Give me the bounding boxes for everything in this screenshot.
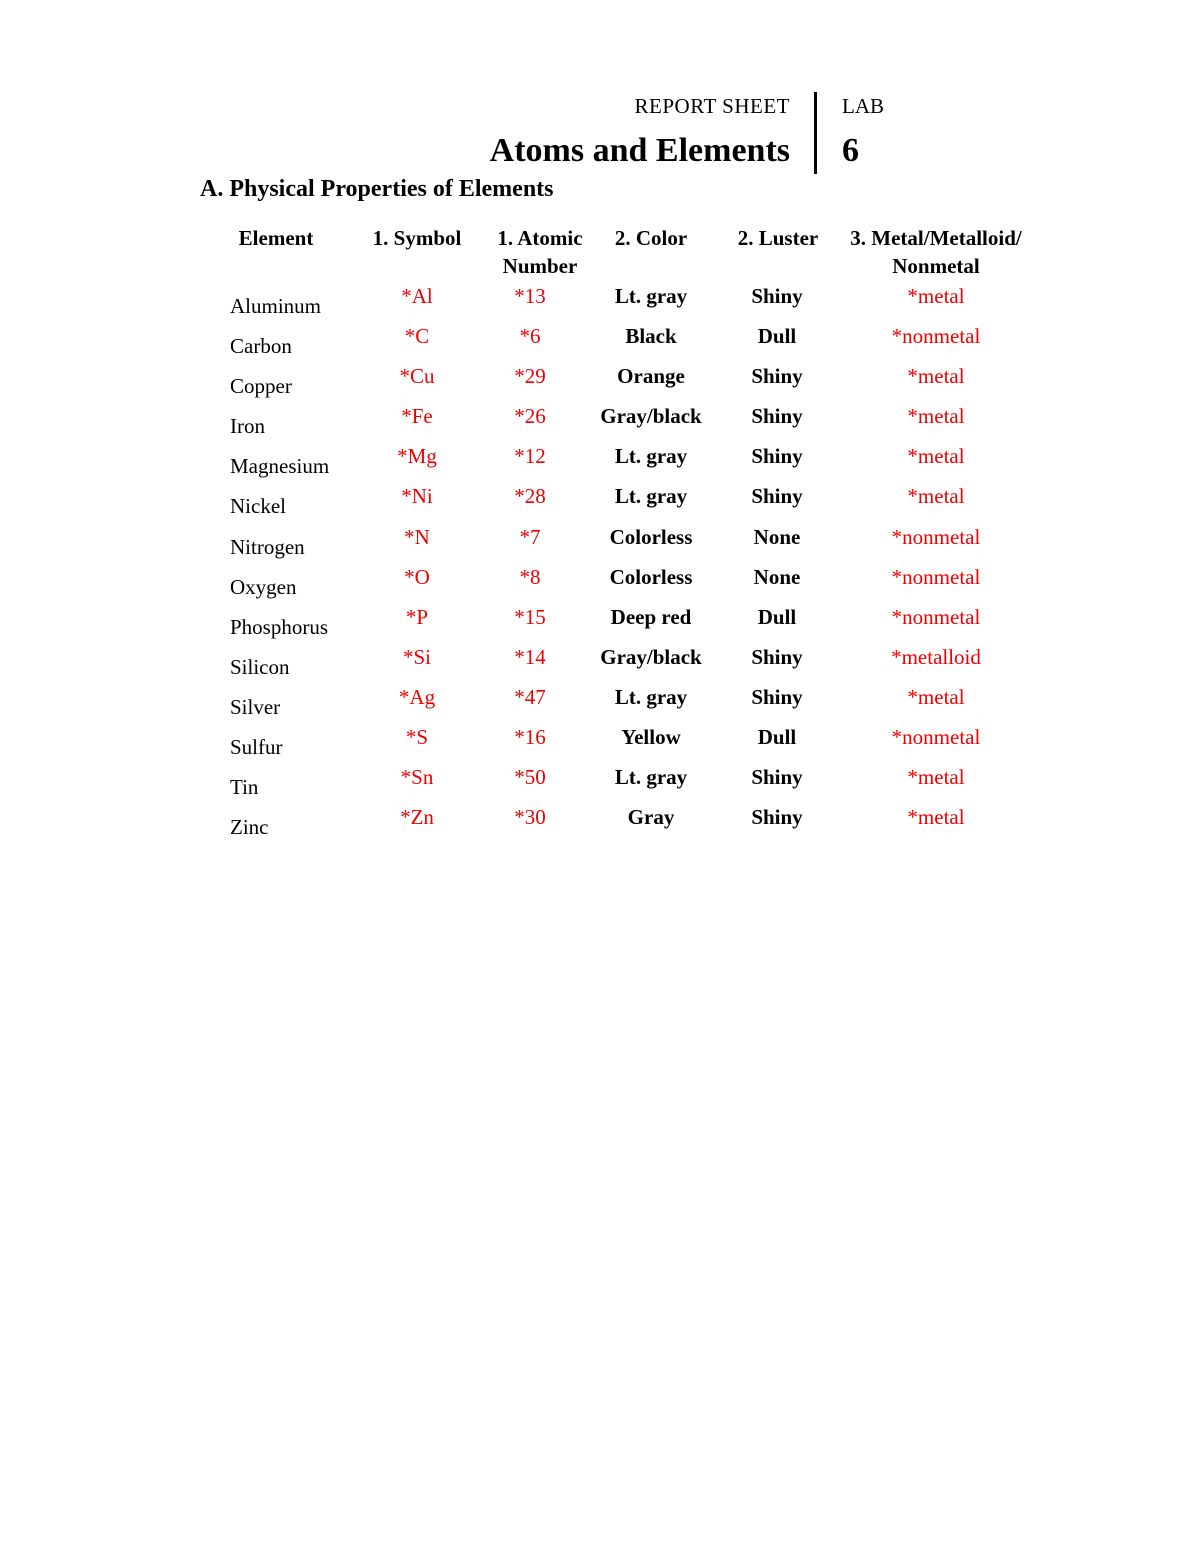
lab-label: LAB (842, 94, 884, 118)
element-name: Iron (230, 414, 265, 439)
element-color: Lt. gray (614, 444, 688, 469)
element-name: Phosphorus (230, 614, 329, 639)
atomic-number: *13 (514, 284, 546, 308)
table-row (0, 324, 1200, 364)
table-row (0, 284, 1200, 324)
element-luster: Dull (757, 324, 797, 349)
lab-number: 6 (842, 132, 859, 169)
element-classification: *metal (907, 765, 965, 790)
element-name: Zinc (230, 815, 269, 840)
atomic-number: *14 (514, 644, 546, 669)
element-luster: Dull (757, 725, 797, 750)
element-luster: Shiny (751, 684, 803, 709)
element-name: Nitrogen (230, 534, 305, 559)
atomic-number: *12 (514, 444, 546, 469)
report-sheet-label: REPORT SHEET (634, 94, 790, 118)
element-table-body (0, 284, 1200, 845)
atomic-number: *8 (519, 564, 541, 589)
element-color: Lt. gray (614, 284, 688, 308)
element-luster: Dull (757, 604, 797, 629)
element-classification: *metal (907, 484, 965, 509)
element-color: Orange (617, 364, 685, 389)
table-row (0, 444, 1200, 484)
element-classification: *nonmetal (891, 725, 981, 750)
table-row (0, 685, 1200, 725)
element-luster: Shiny (751, 484, 803, 509)
column-header-metal-type (836, 224, 1036, 280)
atomic-number: *50 (514, 765, 546, 790)
element-classification: *nonmetal (891, 604, 981, 629)
element-luster: Shiny (751, 805, 803, 830)
column-header-color: 2. Color (614, 226, 688, 250)
element-symbol: *Cu (399, 364, 435, 389)
element-symbol: *O (404, 564, 430, 589)
element-color: Lt. gray (614, 765, 688, 790)
atomic-number: *7 (519, 524, 541, 549)
table-row (0, 725, 1200, 765)
column-header-element: Element (238, 226, 314, 250)
element-classification: *metal (907, 805, 965, 830)
element-name: Nickel (230, 494, 286, 519)
table-row (0, 805, 1200, 845)
table-row (0, 364, 1200, 404)
element-symbol: *Ni (401, 484, 433, 509)
atomic-number: *29 (514, 364, 546, 389)
element-name: Silicon (230, 654, 290, 679)
element-symbol: *Fe (401, 404, 433, 429)
atomic-number: *47 (514, 684, 546, 709)
element-color: Gray (627, 805, 675, 830)
element-color: Gray/black (600, 644, 702, 669)
table-row (0, 765, 1200, 805)
element-color: Black (625, 324, 677, 349)
element-symbol: *Sn (400, 765, 434, 790)
atomic-number: *30 (514, 805, 546, 830)
element-color: Lt. gray (614, 684, 688, 709)
column-header-symbol: 1. Symbol (372, 226, 462, 250)
element-luster: Shiny (751, 284, 803, 308)
element-color: Colorless (609, 564, 693, 589)
section-heading: A. Physical Properties of Elements (200, 176, 554, 202)
table-row (0, 525, 1200, 565)
element-luster: None (753, 564, 801, 589)
element-symbol: *Zn (400, 805, 434, 830)
element-classification: *metal (907, 364, 965, 389)
atomic-number: *26 (514, 404, 546, 429)
atomic-number: *15 (514, 604, 546, 629)
atomic-number: *6 (519, 324, 541, 349)
element-classification: *nonmetal (891, 324, 981, 349)
table-row (0, 645, 1200, 685)
column-header-atomic-line2: Number (502, 254, 578, 278)
column-header-type-line2: Nonmetal (892, 254, 980, 278)
element-symbol: *C (404, 324, 430, 349)
element-color: Lt. gray (614, 484, 688, 509)
element-classification: *metalloid (891, 644, 981, 669)
element-symbol: *Ag (398, 684, 436, 709)
element-name: Oxygen (230, 574, 297, 599)
element-name: Sulfur (230, 735, 283, 760)
element-classification: *nonmetal (891, 524, 981, 549)
element-symbol: *S (405, 725, 429, 750)
column-header-type-line1: 3. Metal/Metalloid/ (850, 226, 1022, 250)
header-divider (814, 92, 817, 174)
element-symbol: *Si (402, 644, 431, 669)
element-name: Aluminum (230, 294, 322, 318)
element-color: Deep red (610, 604, 692, 629)
element-name: Silver (230, 694, 281, 719)
element-color: Colorless (609, 524, 693, 549)
column-header-atomic-number (472, 224, 608, 280)
element-symbol: *Al (401, 284, 433, 308)
column-header-luster: 2. Luster (737, 226, 819, 250)
table-row (0, 605, 1200, 645)
element-classification: *nonmetal (891, 564, 981, 589)
element-color: Yellow (621, 725, 681, 750)
element-classification: *metal (907, 284, 965, 308)
element-luster: Shiny (751, 364, 803, 389)
page-title: Atoms and Elements (489, 132, 790, 169)
element-luster: None (753, 524, 801, 549)
element-luster: Shiny (751, 765, 803, 790)
atomic-number: *28 (514, 484, 546, 509)
element-name: Carbon (230, 334, 292, 359)
atomic-number: *16 (514, 725, 546, 750)
table-row (0, 404, 1200, 444)
element-symbol: *Mg (397, 444, 437, 469)
element-classification: *metal (907, 404, 965, 429)
element-luster: Shiny (751, 404, 803, 429)
element-luster: Shiny (751, 644, 803, 669)
table-row (0, 565, 1200, 605)
element-symbol: *N (404, 524, 430, 549)
element-classification: *metal (907, 684, 965, 709)
table-row (0, 484, 1200, 524)
element-symbol: *P (405, 604, 429, 629)
element-color: Gray/black (600, 404, 702, 429)
element-name: Magnesium (230, 454, 330, 479)
column-header-atomic-line1: 1. Atomic (497, 226, 583, 250)
element-name: Copper (230, 374, 292, 399)
element-classification: *metal (907, 444, 965, 469)
element-name: Tin (230, 775, 259, 800)
element-luster: Shiny (751, 444, 803, 469)
